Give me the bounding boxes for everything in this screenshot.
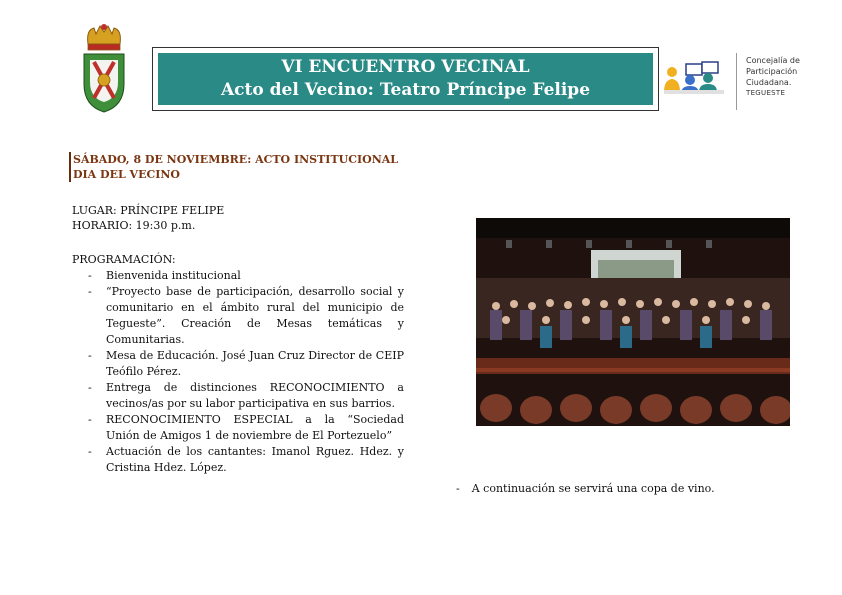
logo-brand: TEGUESTE [746, 89, 786, 97]
people-computer-icon [664, 60, 724, 94]
event-place: LUGAR: PRÍNCIPE FELIPE [72, 204, 225, 217]
program-item-text: RECONOCIMIENTO ESPECIAL a la “Sociedad Unión de Amigos 1 de noviembre de El Portezuelo” [106, 413, 404, 442]
coat-of-arms-icon [80, 22, 128, 114]
program-item-text: “Proyecto base de participación, desarrollo social y comunitario en el ámbito rural del municipio de Tegueste”. Creación de Mesas temáticas y Comunitarias. [106, 285, 404, 346]
section-heading-line-2: DIA DEL VECINO [73, 168, 180, 181]
logo-line-1: Concejalía de [746, 56, 800, 65]
title-line-2: Acto del Vecino: Teatro Príncipe Felipe [220, 80, 591, 100]
program-item-text: Entrega de distinciones RECONOCIMIENTO a vecinos/as por su labor participativa en sus barrios. [106, 381, 404, 410]
program-item: - Actuación de los cantantes: Imanol Rguez. Hdez. y Cristina Hdez. López. [88, 445, 404, 474]
program-list [82, 268, 404, 476]
title-banner-fill [158, 53, 653, 105]
program-item-text: Bienvenida institucional [106, 269, 241, 282]
closing-note-text: A continuación se servirá una copa de vino. [471, 482, 715, 495]
logo-divider [736, 53, 737, 110]
logo-text [746, 55, 800, 99]
program-item: - “Proyecto base de participación, desarrollo social y comunitario en el ámbito rural del municipio de Tegueste”. Creación de Mesas temáticas y Comunitarias. [88, 285, 404, 346]
program-title: PROGRAMACIÓN: [72, 253, 176, 266]
section-heading-line-1: SÁBADO, 8 DE NOVIEMBRE: ACTO INSTITUCIONAL [73, 153, 399, 166]
title-banner [152, 47, 659, 111]
program-item: - Bienvenida institucional [88, 269, 241, 282]
program-item-text: Actuación de los cantantes: Imanol Rguez. Hdez. y Cristina Hdez. López. [106, 445, 404, 474]
event-info [72, 203, 224, 233]
title-line-1: VI ENCUENTRO VECINAL [281, 57, 530, 77]
event-photo [476, 218, 790, 426]
program-item: - Entrega de distinciones RECONOCIMIENTO a vecinos/as por su labor participativa en sus barrios. [88, 381, 404, 410]
program-item: - Mesa de Educación. José Juan Cruz Director de CEIP Teófilo Pérez. [88, 349, 404, 378]
logo-line-2: Participación [746, 67, 798, 76]
section-heading [69, 152, 398, 182]
logo-line-3: Ciudadana. [746, 78, 792, 87]
event-time: HORARIO: 19:30 p.m. [72, 219, 196, 232]
closing-note: - A continuación se servirá una copa de vino. [456, 482, 715, 495]
program-item: - RECONOCIMIENTO ESPECIAL a la “Sociedad Unión de Amigos 1 de noviembre de El Portezuelo” [88, 413, 404, 442]
program-item-text: Mesa de Educación. José Juan Cruz Director de CEIP Teófilo Pérez. [106, 349, 404, 378]
